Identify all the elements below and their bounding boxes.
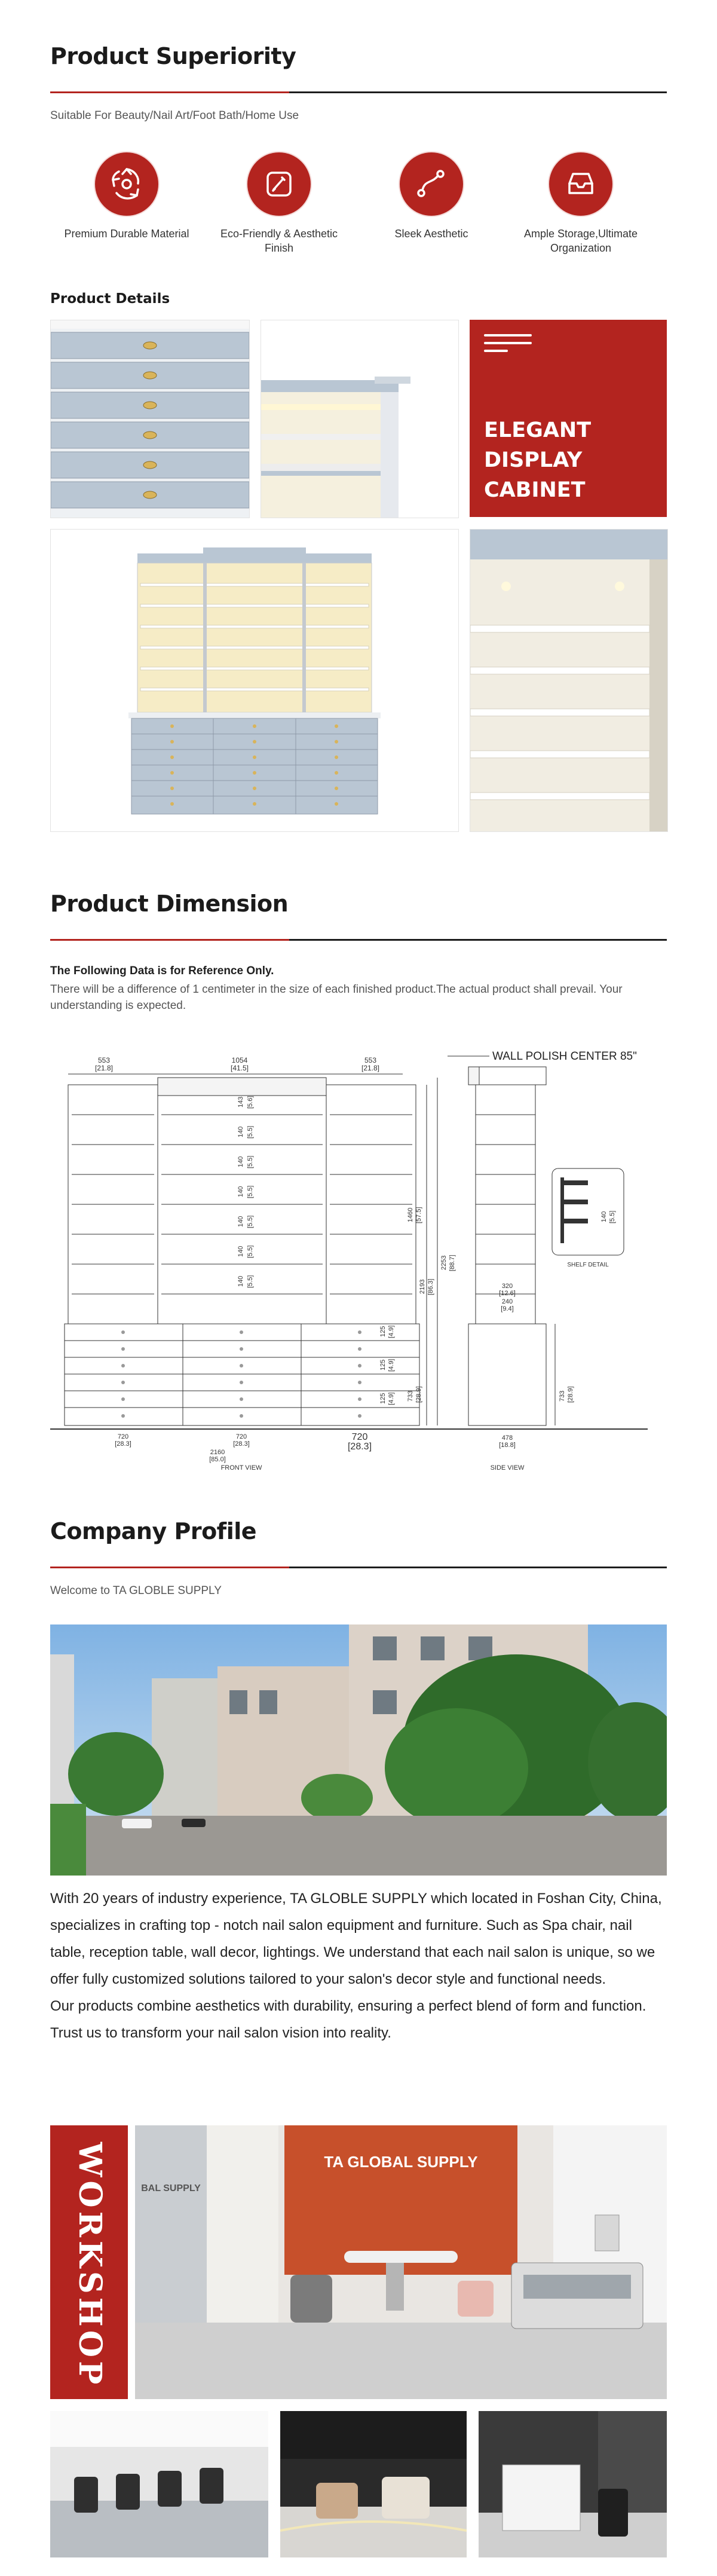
elegant-heading — [484, 415, 591, 505]
bezier-curve-icon — [400, 152, 463, 216]
drawer-height: 125 — [379, 1326, 387, 1337]
shelf-spacing: 140 — [237, 1216, 244, 1227]
dimension-rule — [50, 939, 667, 941]
dim-top-left: 553 — [97, 1056, 111, 1064]
superiority-title: Product Superiority — [50, 43, 296, 69]
wall-sign: TA GLOBAL SUPPLY — [324, 2153, 478, 2171]
drawer-height-in: [4.9] — [388, 1359, 395, 1372]
side-base-depth-in: [18.8] — [499, 1442, 516, 1449]
shelf-spacing: 140 — [237, 1246, 244, 1257]
storage-tray-icon — [549, 152, 612, 216]
upper-height-in: [57.5] — [415, 1207, 422, 1223]
details-title: Product Details — [50, 291, 170, 307]
profile-paragraph: Trust us to transform your nail salon vision into reality. — [50, 2025, 391, 2041]
total-height: 2193 — [419, 1279, 426, 1294]
shelf-spacing-top-in: [5.6] — [247, 1096, 254, 1109]
factory-photo — [50, 1624, 667, 1876]
elegant-line: DISPLAY — [484, 448, 583, 472]
eco-pen-icon — [247, 152, 311, 216]
side-base-depth: 478 — [501, 1434, 513, 1442]
overall-width-in: [85.0] — [209, 1456, 226, 1463]
shelf-spacing: 140 — [237, 1275, 244, 1287]
bottom-center-in: [28.3] — [233, 1440, 250, 1448]
shelf-detail-label: SHELF DETAIL — [567, 1262, 609, 1268]
bottom-left-in: [28.3] — [115, 1440, 131, 1448]
workshop-banner — [50, 2125, 128, 2399]
feature-label: Sleek Aesthetic — [394, 228, 468, 240]
shelf-spacing: 140 — [237, 1126, 244, 1137]
showroom-photo — [135, 2125, 667, 2399]
superiority-subtitle: Suitable For Beauty/Nail Art/Foot Bath/Home Use — [50, 109, 299, 122]
reference-body: There will be a difference of 1 centimeter in the size of each finished product.The actual product shall prevail. Your understanding is expected. — [50, 983, 623, 1012]
shelf-spacing-in: [5.5] — [247, 1185, 254, 1198]
drawer-height: 125 — [379, 1393, 387, 1404]
side-view-label: SIDE VIEW — [490, 1464, 525, 1471]
bottom-left: 720 — [117, 1433, 129, 1440]
menu-lines-icon — [484, 334, 532, 357]
shelf-detail-value: 140 — [600, 1211, 608, 1222]
upper-height: 1460 — [407, 1207, 414, 1222]
glass-sign: BAL SUPPLY — [141, 2183, 201, 2193]
side-top-depth-in: [12.6] — [499, 1290, 516, 1297]
shelf-spacing-in: [5.5] — [247, 1155, 254, 1168]
dimension-title: Product Dimension — [50, 891, 289, 917]
detail-image-drawers — [50, 320, 250, 518]
feature-label: Ample Storage,Ultimate Organization — [523, 228, 638, 254]
shelf-spacing-top: 143 — [237, 1096, 244, 1108]
bottom-right-in: [28.3] — [347, 1442, 372, 1452]
workshop-label: WORKSHOP — [72, 2142, 108, 2388]
workshop-photo-reception — [479, 2411, 667, 2557]
total-height-in: [86.3] — [427, 1278, 434, 1295]
base-height-in: [28.9] — [415, 1386, 422, 1403]
feature-label: Premium Durable Material — [64, 228, 189, 240]
dim-top-right: 553 — [364, 1056, 377, 1064]
shelf-spacing-in: [5.5] — [247, 1125, 254, 1139]
wall-polish-note: WALL POLISH CENTER 85" — [492, 1050, 637, 1063]
superiority-rule — [50, 91, 667, 93]
side-base-height-in: [28.9] — [567, 1386, 574, 1403]
overall-height: 2253 — [440, 1255, 448, 1270]
shelf-detail-value-in: [5.5] — [609, 1210, 616, 1223]
overall-height-in: [88.7] — [449, 1255, 456, 1271]
dim-top-center-in: [41.5] — [230, 1064, 249, 1072]
side-base-height: 733 — [559, 1390, 566, 1402]
shelf-spacing-in: [5.5] — [247, 1215, 254, 1228]
profile-paragraph: Our products combine aesthetics with durability, ensuring a perfect blend of form and function. — [50, 1998, 646, 2014]
workshop-photo-lounge — [280, 2411, 467, 2557]
feature-ample-storage — [509, 152, 652, 255]
side-top-depth: 320 — [501, 1283, 513, 1290]
detail-image-full-cabinet — [50, 529, 459, 832]
shelf-spacing: 140 — [237, 1186, 244, 1197]
profile-title: Company Profile — [50, 1518, 257, 1544]
recycle-icon — [95, 152, 158, 216]
detail-image-shelves — [470, 529, 668, 832]
feature-sleek-aesthetic — [360, 152, 503, 241]
detail-image-crown-molding — [261, 320, 459, 518]
profile-text — [50, 1885, 667, 2046]
shelf-spacing: 140 — [237, 1156, 244, 1167]
profile-rule — [50, 1567, 667, 1568]
bottom-right: 720 — [351, 1432, 368, 1442]
drawer-height-in: [4.9] — [388, 1325, 395, 1338]
side-mid-depth-in: [9.4] — [501, 1305, 514, 1313]
side-mid-depth: 240 — [501, 1298, 513, 1305]
dim-top-left-in: [21.8] — [94, 1064, 114, 1072]
dimension-drawing — [50, 1043, 667, 1473]
feature-eco-finish — [207, 152, 351, 255]
dim-top-right-in: [21.8] — [361, 1064, 380, 1072]
feature-durable-material — [55, 152, 198, 241]
overall-width: 2160 — [210, 1449, 225, 1456]
front-view-label: FRONT VIEW — [220, 1464, 262, 1471]
dim-top-center: 1054 — [231, 1056, 248, 1064]
bottom-center: 720 — [235, 1433, 247, 1440]
profile-subtitle: Welcome to TA GLOBLE SUPPLY — [50, 1584, 222, 1597]
drawer-height: 125 — [379, 1359, 387, 1370]
elegant-display-card — [470, 320, 667, 517]
elegant-line: CABINET — [484, 478, 586, 502]
profile-paragraph: With 20 years of industry experience, TA GLOBLE SUPPLY which located in Foshan City, China, specializes in crafting top - notch nail salon equipment and furniture. Such as Spa chair, nail table, reception table, wall decor, lightings. We understand that each nail salon is unique, so we offer fully customized solutions tailored to your salon's decor style and functional needs. — [50, 1890, 662, 1987]
shelf-spacing-in: [5.5] — [247, 1275, 254, 1288]
drawer-height-in: [4.9] — [388, 1392, 395, 1405]
elegant-line: ELEGANT — [484, 418, 592, 442]
reference-heading: The Following Data is for Reference Only. — [50, 965, 274, 977]
shelf-spacing-in: [5.5] — [247, 1245, 254, 1258]
feature-label: Eco-Friendly & Aesthetic Finish — [220, 228, 338, 254]
workshop-photo-chairs — [50, 2411, 268, 2557]
base-height: 733 — [407, 1390, 414, 1402]
